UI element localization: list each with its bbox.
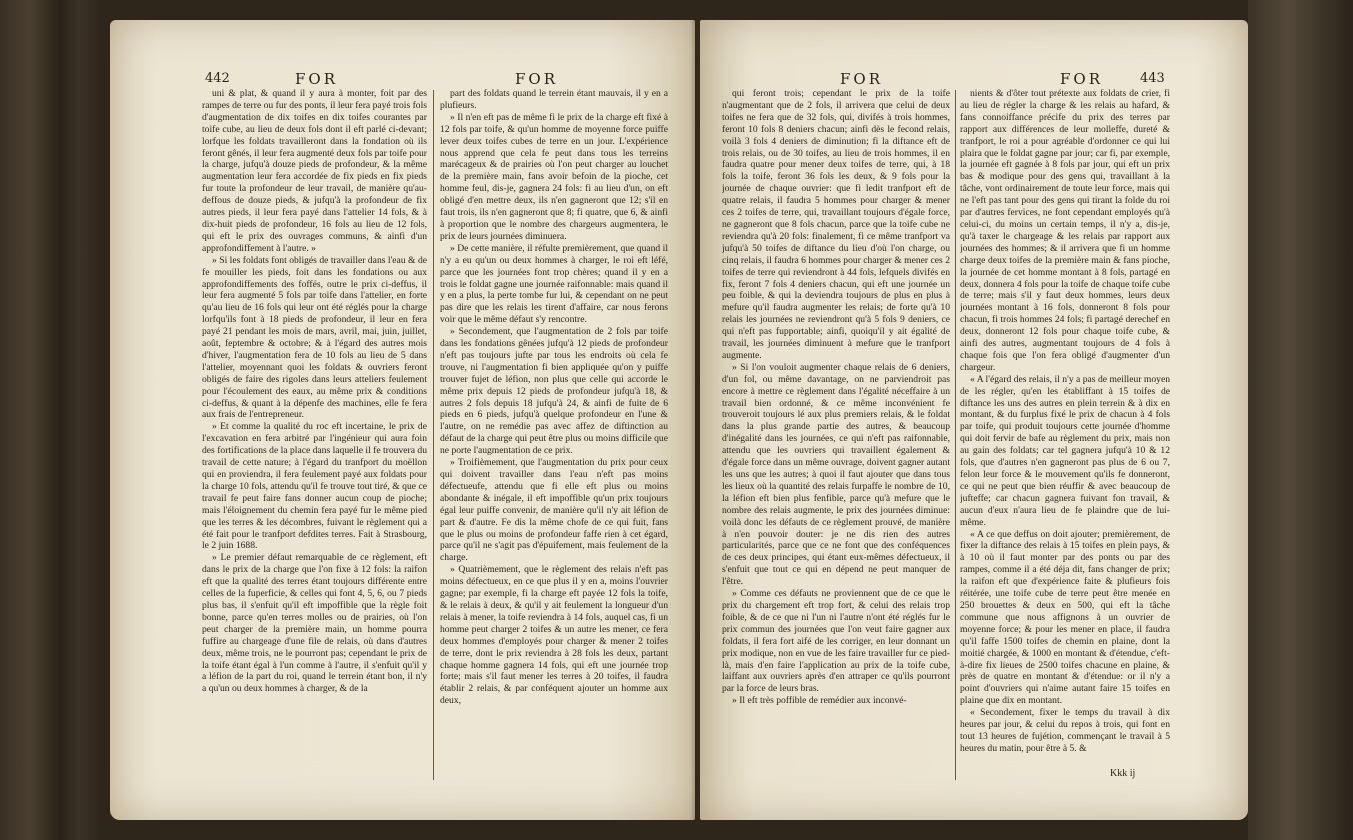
left-page-number: 442 (205, 71, 230, 86)
paragraph: » Il n'en eft pas de même fi le prix de la charge eft fixé à 12 fols par toife, & qu'un homme de moyenne force puiffe lever deux toifes cubes de terre en un jour. L'expérience nous apprend que cela fe peut dans tous les terreins marécageux & de prairies où l'on peut charger au louchet de la première main, fans avoir befoin de la pioche, cet homme feul, dis-je, gagnera 24 fols: fi au lieu d'un, on eft obligé d'en mettre deux, ils n'en gagneront que 12; s'il en faut trois, ils n'en gagneront que 8; fi quatre, que 6, & ainfi à proportion que le nombre des chargeurs augmentera, le prix de leurs journées diminuera. (440, 111, 668, 242)
paragraph: « A ce que deffus on doit ajouter; premièrement, de fixer la diftance des relais à 15 toifes en plein pays, & à 10 où il faut monter par des ponts ou par des rampes, comme il a été déja dit, fans changer de prix; la raifon eft que d'expérience faite & plufieurs fois réitérée, une toife cube de terre peut être menée en 250 brouettes & deux en 500, qui eft la tâche commune que nous affignons à un ouvrier de moyenne force; & pour les mener en place, il faudra qu'il faffe 1500 toifes de chemin en plaine, dont la moitié chargée, & 1000 en montant & d'étendue, c'eft-à-dire fix lieues de 2500 toifes chacune en plaine, & près de quatre en montant & d'étendue: or il n'y a point d'ouvriers qui n'aime autant faire 15 toifes en plaine que dix en montant. (960, 528, 1170, 707)
paragraph: part des foldats quand le terrein étant mauvais, il y en a plufieurs. (440, 88, 668, 111)
right-running-head-2: FOR (1060, 70, 1103, 88)
page-edges (1248, 0, 1353, 840)
paragraph: » Secondement, que l'augmentation de 2 fols par toife dans les fondations gênées jufqu'à 12 pieds de profondeur n'eft pas toujours jufte par tous les endroits où cela fe trouve, ni l'augmentation fi bien appliquée qu'on y puiffe trouver fujet de léfion, non plus que celle qui accorde le même prix depuis 12 pieds de profondeur jufqu'à 18, & autres 2 fols depuis 18 jufqu'à 24, & ainfi de fuite de 6 pieds en 6 pieds, jufqu'à quelque profondeur en l'une & l'autre, on ne remédie pas avec affez de diftinction au défaut de la charge qui peut être plus ou moins difficile que ne porte l'augmentation de ce prix. (440, 326, 668, 457)
paragraph: » Il eft très poffible de remédier aux inconvé- (732, 695, 907, 707)
signature-mark: Kkk ij (1110, 768, 1136, 779)
left-running-head-2: FOR (515, 70, 558, 88)
paragraph: « Secondement, fixer le temps du travail à dix heures par jour, & celui du repos à trois, qui font en tout 13 heures de fujétion, commençant le travail à 5 heures du matin, pour être à 5. & (960, 707, 1170, 754)
right-running-head-1: FOR (840, 70, 883, 88)
left-column-2 (440, 88, 668, 768)
paragraph: » De cette manière, il réfulte premièrement, que quand il n'y a eu qu'un ou deux hommes à charger, le roi eft léfé, parce que les journées font trop chères; quand il y en a trois le foldat gagne une journée raifonnable: mais quand il y en a plus, la perte tombe fur lui, & cependant on ne peut pas dire que les relais les tirent d'affaire, car nous ferons voir que le même défaut s'y rencontre. (440, 242, 668, 326)
paragraph: » Si l'on vouloit augmenter chaque relais de 6 deniers, d'un fol, ou même davantage, on ne parviendroit pas encore à mettre ce règlement dans l'égalité néceffaire à un travail bien ordonné, & ce même inconvénient fe trouveroit toujours lé aux plus premiers relais, & le foldat dans la plus grande partie des autres, & beaucoup d'inégalité dans les journées, ce qui n'eft pas raifonnable, attendu que les ouvriers qui travaillent également & d'égale force dans un même ouvrage, doivent gagner autant les uns que les autres; à quoi il faut ajouter que dans tous les lieux où la quantité des relais furpaffe le nombre de 10, la léfion eft bien plus fenfible, parce qu'à mefure que le nombre des relais augmente, le prix des journées diminue: voilà donc les défauts de ce règlement prouvé, de manière à n'en pouvoir douter: je ne dis rien des autres particularités, parce que ce ne font que des conféquences de ces deux principes, qui étant eux-mêmes défectueux, il s'enfuit que tout ce qui en dépend ne peut manquer de l'être. (722, 361, 950, 588)
paragraph: nients & d'ôter tout prétexte aux foldats de crier, fi au lieu de régler la charge & les relais au hafard, & fans connoiffance précife du prix des terres par rapport aux différences de leur molleffe, dureté & tranfport, le roi a pour agréable d'ordonner ce qui lui plaira que le foldat gagne par jour; car fi, par exemple, la journée eft gagnée à 8 fols par jour, qui eft un prix bas & modique pour des gens qui, travaillant à la tâche, vont ordinairement de toute leur force, mais qui ne l'eft pas tant pour des gens qui tirant la folde du roi par d'autres fervices, ne font cependant employés qu'à celui-ci, du moins un certain temps, il n'y a, dis-je, qu'à taxer le chargeage & les relais par rapport aux journées des hommes; & il arrivera que fi un homme charge deux toifes de la première main & fans pioche, la journée de cet homme montant à 8 fols, partagé en deux, donnera 4 fols pour la toife de chaque toife cube de terre; mais s'il y faut deux hommes, leurs deux journées montant à 16 fols, donneront 8 fols pour chacun, fi trois hommes 24 fols; fi partagé derechef en deux, donneront 12 fols pour chaque toife cube, & ainfi des autres, augmentant toujours de 4 fols à chaque fois que l'on fera obligé d'augmenter d'un chargeur. (960, 88, 1170, 373)
right-page-number: 443 (1140, 71, 1165, 86)
column-rule (433, 90, 434, 780)
left-running-head-1: FOR (295, 70, 338, 88)
left-column-1 (202, 88, 427, 768)
paragraph: » Et comme la qualité du roc eft incertaine, le prix de l'excavation en fera arbitré par l'ingénieur qui aura foin des fortifications de la place dans laquelle il fe trouvera du travail de cette nature; à l'égard du tranfport du moëllon qui en proviendra, il fera feulement payé aux foldats pour la charge 10 fols, attendu qu'il fe trouve tout tiré, & que ce travail fe peut faire fans donner aucun coup de pioche; mais l'éloignement du chemin fera payé fur le même pied que les terres & les décombres, fuivant le règlement qui a été fait pour le tranfport defdites terres. Fait à Strasbourg, le 2 juin 1688. (202, 421, 427, 552)
right-column-1 (722, 88, 950, 778)
paragraph: » Comme ces défauts ne proviennent que de ce que le prix du chargement eft trop fort, & celui des relais trop foible, & de ce que ni l'un ni l'autre n'ont été réglés fur le prix commun des journées que l'on veut faire gagner aux foldats, il fera fort aifé de les corriger, en leur donnant un prix modique, non en vue de les faire travailler fur ce pied-là, mais d'en faire l'application au prix de la toife cube, laiffant aux ouvriers après d'en attraper ce qu'ils pourront par la force de leurs bras. (722, 588, 950, 695)
right-column-2 (960, 88, 1170, 758)
paragraph: » Le premier défaut remarquable de ce règlement, eft dans le prix de la charge que l'on fixe à 12 fols: la raifon eft que la qualité des terres étant toujours différente entre celles de la fuperficie, & celles qui font 4, 5, 6, ou 7 pieds plus bas, il s'enfuit qu'il eft impoffible que la règle foit bonne, parce qu'en terres molles ou de prairies, où l'on peut charger de la première main, un homme pourra fuffire au chargeage d'une file de relais, où dans d'autres deux, même trois, ne le pourront pas; cependant le prix de la toife étant égal à l'un comme à l'autre, il s'enfuit qu'il y a léfion de la part du roi, quand le terrein étant bon, il n'y a qu'un ou deux hommes à charger, & de la (202, 552, 427, 695)
paragraph: » Si les foldats font obligés de travailler dans l'eau & de fe mouiller les pieds, foit dans les fondations ou aux approfondiffements des foffés, outre le prix ci-deffus, il leur fera augmenté 5 fols par toife dans l'attelier, en forte qu'au lieu de 16 fols qui leur ont été réglés pour la charge lorfqu'ils font à 18 pieds de profondeur, il leur en fera payé 21 pendant les mois de mars, avril, mai, juin, juillet, août, feptembre & octobre; & à l'égard des autres mois d'hiver, l'augmentation fera de 10 fols au lieu de 5 dans l'attelier, moyennant quoi les foldats & ouvriers feront obligés de faire des rigoles dans leurs atteliers feulement pour l'écoulement des eaux, au même prix & conditions ci-deffus, & quant à la dépenfe des machines, elle fe fera aux frais de l'entrepreneur. (202, 254, 427, 421)
paragraph: uni & plat, & quand il y aura à monter, foit par des rampes de terre ou fur des ponts, il leur fera payé trois fols d'augmentation de dix toifes en dix toifes courantes par toife cube, au lieu de deux fols dont il eft parlé ci-devant; lorfque les foldats travailleront dans la fondation où ils feront gênés, il leur fera augmenté deux fols par toife pour la charge, jufqu'à douze pieds de profondeur, & la même augmentation leur fera accordée de fix pieds en fix pieds fur toute la profondeur de leur travail, de manière qu'au-deffous de douze pieds, & jufqu'à la profondeur de fix autres pieds, il leur fera payé dans l'attelier 14 fols, & à dix-huit pieds de profondeur, 16 fols au lieu de 12 fols, qui eft le prix des ouvrages communs, & ainfi d'un approfondiffement à l'autre. » (202, 88, 427, 254)
paragraph: » Quatrièmement, que le règlement des relais n'eft pas moins défectueux, en ce que plus il y en a, moins l'ouvrier gagne; par exemple, fi la charge eft payée 12 fols la toife, & le relais à deux, & qu'il y ait feulement la longueur d'un relais à mener, la toife reviendra à 14 fols, auquel cas, fi un homme peut charger 2 toifes & un autre les mener, ce fera deux hommes d'employés pour charger & mener 2 toifes de terre, dont le prix reviendra à 28 fols les deux, partant chaque homme gagnera 14 fols, qui eft une journée trop forte; mais s'il faut mener les terres à 20 toifes, il faudra établir 2 relais, & par conféquent ajouter un homme aux deux, (440, 564, 668, 707)
paragraph: » Troifièmement, que l'augmentation du prix pour ceux qui doivent travailler dans l'eau n'eft pas moins défectueufe, attendu que fi elle eft plus ou moins abondante & inégale, il eft impoffible qu'un prix toujours égal leur puiffe convenir, de manière qu'il n'y ait léfion de part & d'autre. Fe dis la même chofe de ce qui fuit, fans que le plus ou moins de profondeur faffe rien à cet égard, parce qu'il ne s'agit pas d'épuifement, mais feulement de la charge. (440, 457, 668, 564)
paragraph: qui feront trois; cependant le prix de la toife n'augmentant que de 2 fols, il arrivera que celui de deux toifes ne fera que de 32 fols, qui, divifés à trois hommes, feront 10 fols 8 deniers chacun; ainfi dès le fecond relais, voilà 3 fols 4 deniers de diminution; fi la diftance eft de trois relais, ou de 30 toifes, au lieu de trois hommes, il en faudra quatre pour mener deux toifes de terre, qui, à 18 fols la toife, feront 36 fols les deux, & 9 fols pour la journée de chaque ouvrier: que fi ledit tranfport eft de quatre relais, il faudra 5 hommes pour charger & mener ces 2 toifes de terre, qui, travaillant toujours d'égale force, ne gagneront que 8 fols chacun, parce que la toife cube ne reviendra qu'à 20 fols: finalement, fi ce même tranfport va jufqu'à 50 toifes de diftance du lieu d'où l'on charge, ou cinq relais, il faudra 6 hommes pour charger & mener ces 2 toifes de terre qui reviendront à 44 fols, lefquels divifés en fix, feront 7 fols 4 deniers chacun, qui eft une journée un peu foible, & qui la deviendra toujours de plus en plus à mefure qu'il faudra augmenter les relais; de forte qu'à 10 relais les journées ne reviendront qu'à 5 fols 9 deniers, ce qui n'eft pas fupportable; ainfi, quoiqu'il y ait égalité de travail, les journées diminuent à mefure que le tranfport augmente. (722, 88, 950, 361)
paragraph: « A l'égard des relais, il n'y a pas de meilleur moyen de les régler, qu'en les établiffant à 15 toifes de diftance les uns des autres en plein terrein & à dix en montant, & du furplus fixé le prix de chacun à 4 fols par toife, qui produit toujours cette journée d'homme qui doit fervir de bafe au règlement du prix, mais non au gain des foldats; car tel gagnera jufqu'à 10 & 12 fols, que d'autres n'en gagneront pas plus de 6 ou 7, felon leur force & le mouvement qu'ils fe donneront, ce qui ne peut que bien réuffir & avec beaucoup de jufteffe; car chacun gagnera fuivant fon travail, & aucun d'eux n'aura lieu de fe plaindre que de lui-même. (960, 373, 1170, 528)
column-rule (955, 90, 956, 780)
